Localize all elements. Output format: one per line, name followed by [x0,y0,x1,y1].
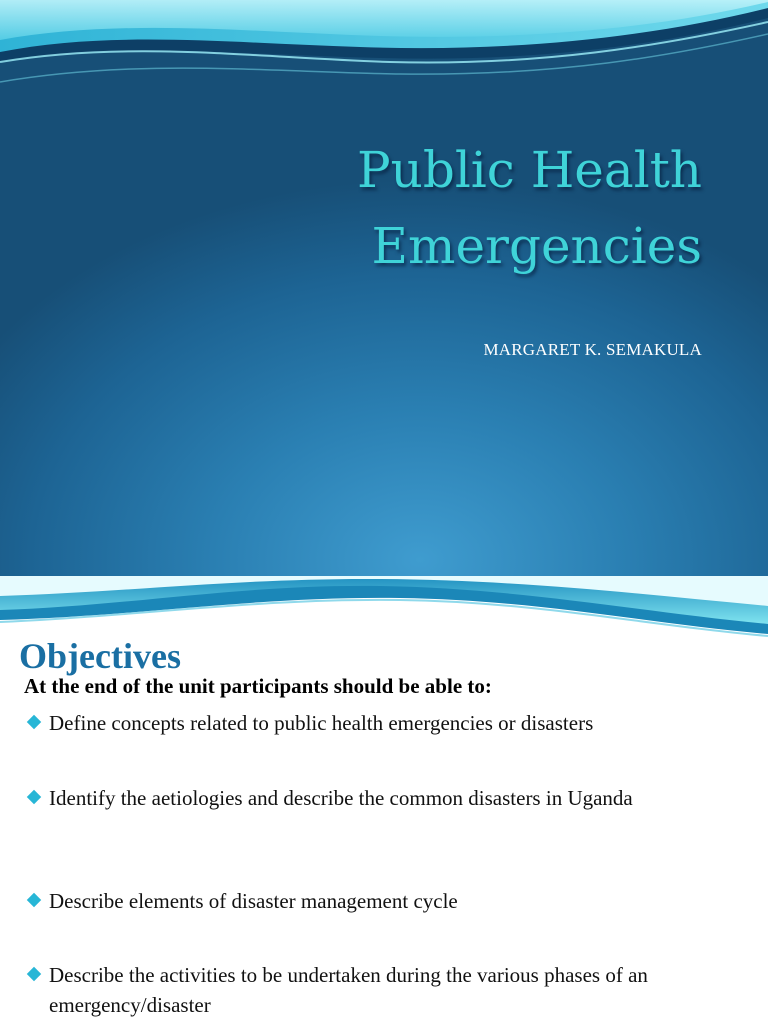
author-name: MARGARET K. SEMAKULA [483,340,702,359]
objective-text: Define concepts related to public health emergencies or disasters [49,711,594,735]
objective-text: Describe elements of disaster management cycle [49,889,458,913]
title-line-2: Emergencies [371,217,702,275]
objective-text: Identify the aetiologies and describe the common disasters in Uganda [49,786,633,810]
objective-item [28,886,748,916]
presentation-title [102,132,702,284]
objective-item [28,783,748,813]
objective-item [28,960,748,1020]
objective-item [28,708,748,738]
objectives-intro: At the end of the unit participants should be able to: [24,674,492,698]
objectives-slide [0,576,768,1024]
title-line-1: Public Health [356,141,702,199]
objectives-heading: Objectives [19,636,181,676]
top-wave-decoration [0,0,768,110]
objective-text: Describe the activities to be undertaken during the various phases of an emergency/disaster [49,963,648,1017]
